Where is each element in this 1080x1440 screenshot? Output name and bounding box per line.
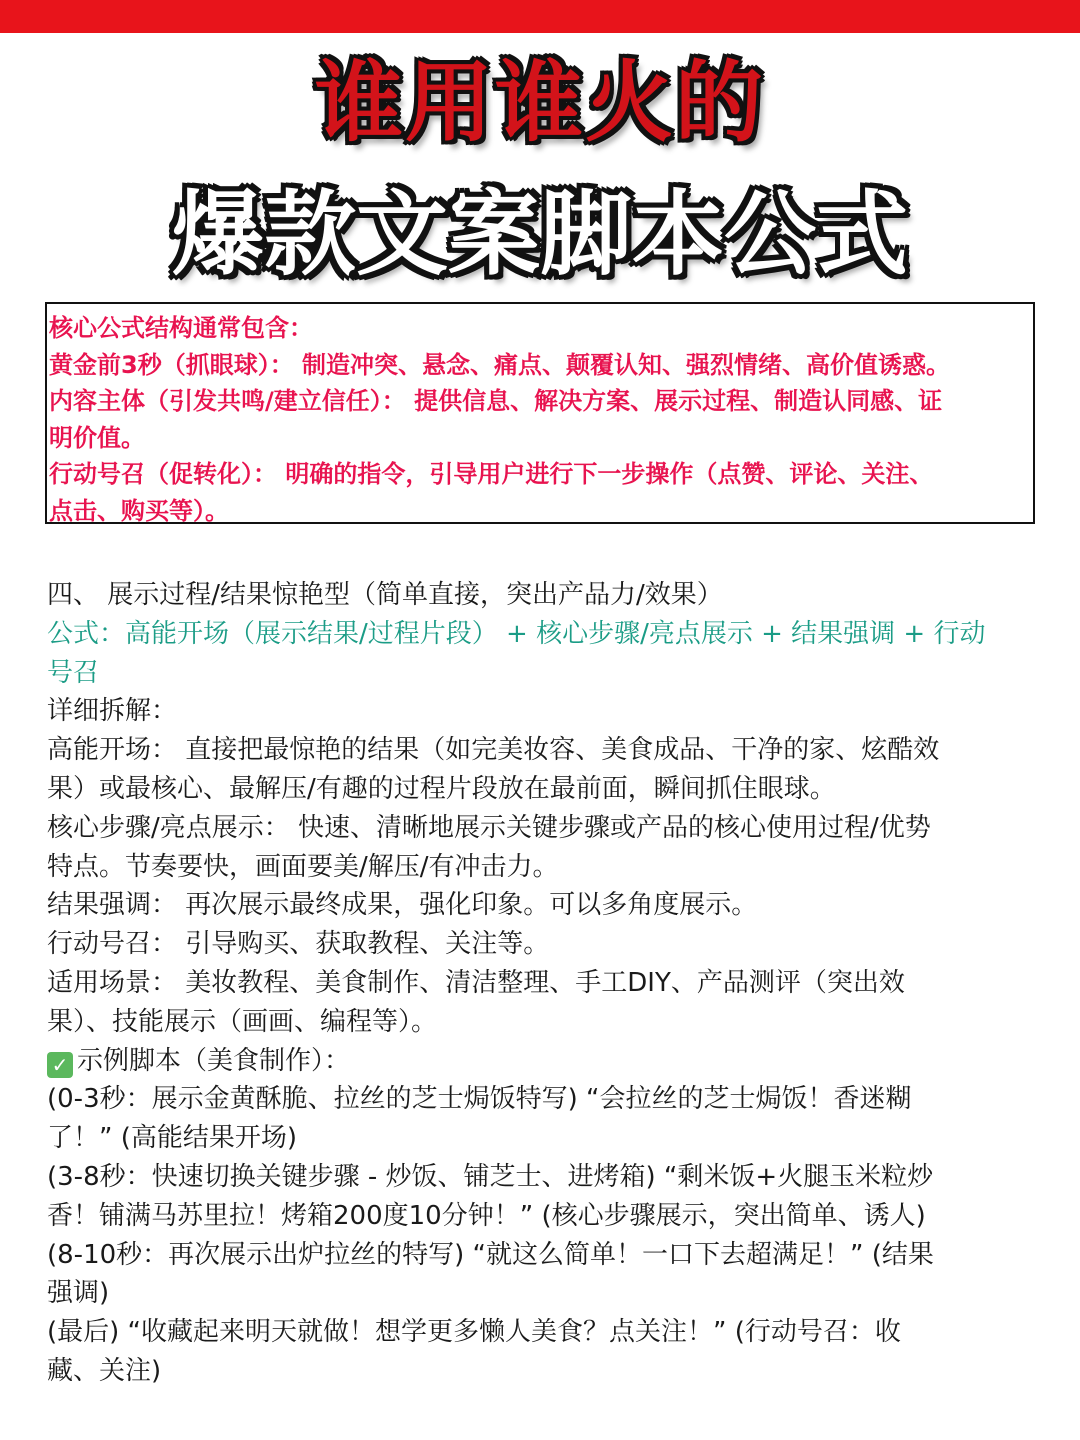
top-accent-bar [0,0,1080,33]
page-title-line2: 爆款文案脚本公式 [171,181,908,288]
example-line: 香！铺满马苏里拉！烤箱200度10分钟！” (核心步骤展示，突出简单、诱人) [47,1200,926,1231]
formula-line: 公式：高能开场（展示结果/过程片段） + 核心步骤/亮点展示 + 结果强调 + 行动 [47,618,986,649]
example-line: 藏、关注) [47,1355,162,1386]
formula-line: 号召 [47,657,100,688]
body-line: 行动号召： 引导购买、获取教程、关注等。 [47,929,550,960]
section-content [47,576,1047,1391]
example-line: (最后) “收藏起来明天就做！想学更多懒人美食？点关注！” (行动号召：收 [47,1317,901,1348]
example-line: 强调) [47,1278,110,1309]
example-title-text: 示例脚本（美食制作）： [77,1045,351,1076]
body-line: 核心步骤/亮点展示： 快速、清晰地展示关键步骤或产品的核心使用过程/优势 [47,812,931,843]
example-line: (8-10秒：再次展示出炉拉丝的特写) “就这么简单！一口下去超满足！” (结果 [47,1239,934,1270]
body-line: 果）或最核心、最解压/有趣的过程片段放在最前面，瞬间抓住眼球。 [47,773,836,804]
body-line: 果）、技能展示（画画、编程等）。 [47,1006,438,1037]
body-line: 适用场景： 美妆教程、美食制作、清洁整理、手工DIY、产品测评（突出效 [47,967,905,998]
body-line: 详细拆解： [47,696,178,727]
body-line: 特点。节奏要快，画面要美/解压/有冲击力。 [47,851,559,882]
core-box-line: 点击、购买等）。 [49,496,229,525]
example-line: (3-8秒：快速切换关键步骤 - 炒饭、铺芝士、进烤箱) “剩米饭+火腿玉米粒炒 [47,1161,934,1192]
core-box-line: 黄金前3秒（抓眼球）： 制造冲突、悬念、痛点、颠覆认知、强烈情绪、高价值诱惑。 [49,350,951,379]
example-line: (0-3秒：展示金黄酥脆、拉丝的芝士焗饭特写) “会拉丝的芝士焗饭！香迷糊 [47,1084,912,1115]
core-formula-box [45,302,1035,524]
page-title-line1: 谁用谁火的 [314,51,765,154]
example-title [47,1042,1047,1081]
core-box-line: 行动号召（促转化）： 明确的指令，引导用户进行下一步操作（点赞、评论、关注、 [49,460,934,488]
core-box-line: 内容主体（引发共鸣/建立信任）： 提供信息、解决方案、展示过程、制造认同感、证 [49,387,943,415]
section-title: 四、 展示过程/结果惊艳型（简单直接，突出产品力/效果） [47,580,723,610]
body-line: 高能开场： 直接把最惊艳的结果（如完美妆容、美食成品、干净的家、炫酷效 [47,735,940,766]
example-line: 了！” (高能结果开场) [47,1123,298,1154]
core-box-line: 明价值。 [49,423,145,452]
body-line: 结果强调： 再次展示最终成果，强化印象。可以多角度展示。 [47,890,758,921]
check-mark-icon: ✓ [47,1052,73,1078]
core-box-line: 核心公式结构通常包含： [49,314,313,342]
